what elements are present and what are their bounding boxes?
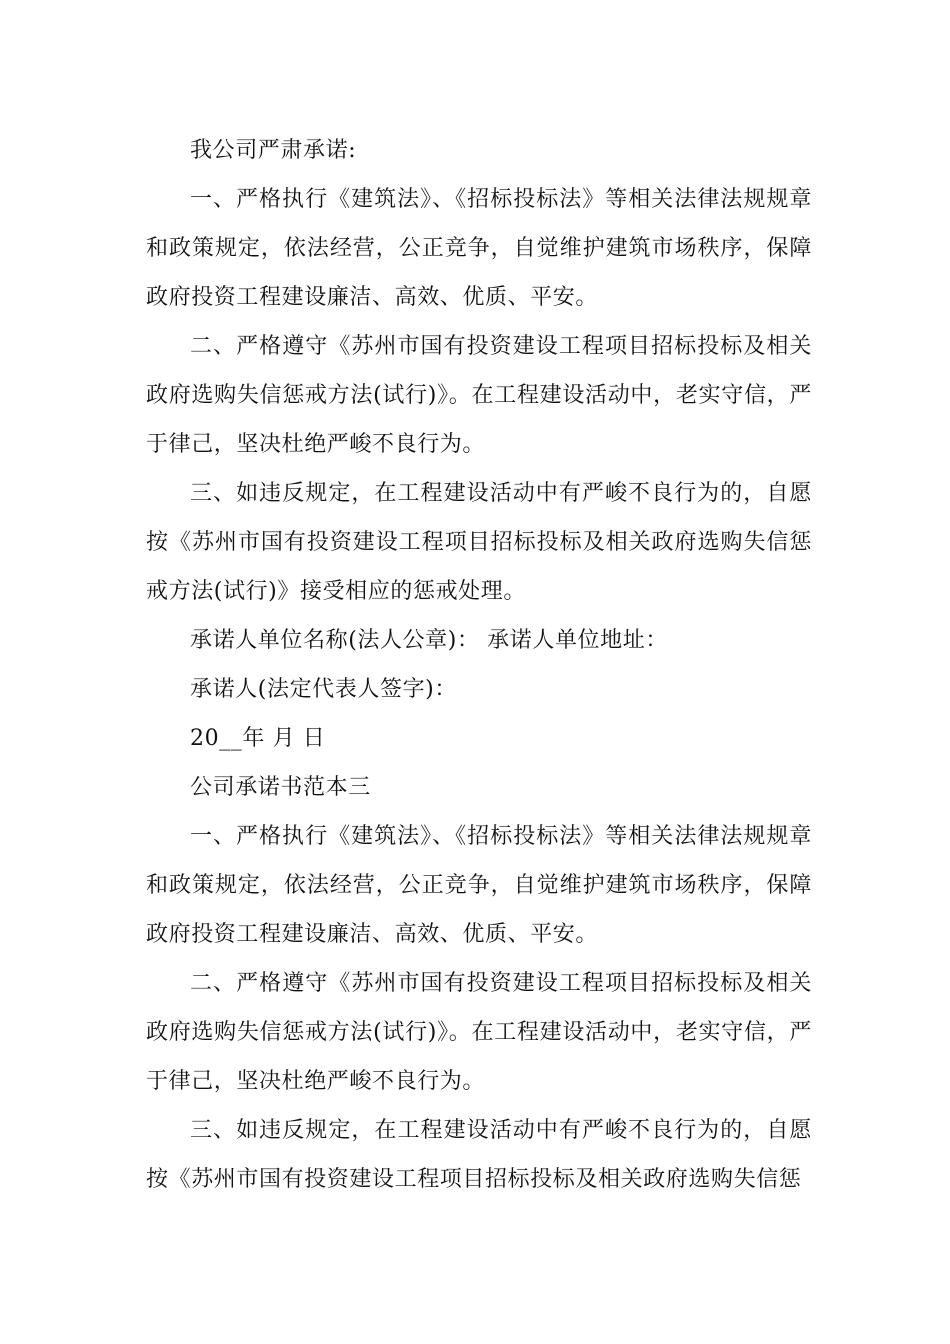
signatory-unit-line: 承诺人单位名称(法人公章)： 承诺人单位地址： [190,628,668,653]
document-body [146,126,812,1204]
date-line: 20__年 月 日 [190,726,326,751]
pledge-item-2: 二、严格遵守《苏州市国有投资建设工程项目招标投标及相关政府选购失信惩戒方法(试行)》。在工程建设活动中，老实守信，严于律己，坚决杜绝严峻不良行为。 [146,334,812,457]
pledge-intro: 我公司严肃承诺: [190,138,357,163]
signatory-representative-line: 承诺人(法定代表人签字)： [190,677,457,702]
pledge-item-1-repeat: 一、严格执行《建筑法》、《招标投标法》等相关法律法规规章和政策规定，依法经营，公正竞争，自觉维护建筑市场秩序，保障政府投资工程建设廉洁、高效、优质、平安。 [146,824,812,947]
pledge-item-2-repeat: 二、严格遵守《苏州市国有投资建设工程项目招标投标及相关政府选购失信惩戒方法(试行)》。在工程建设活动中，老实守信，严于律己，坚决杜绝严峻不良行为。 [146,971,812,1094]
section-heading: 公司承诺书范本三 [190,775,371,800]
pledge-item-3: 三、如违反规定，在工程建设活动中有严峻不良行为的，自愿按《苏州市国有投资建设工程项目招标投标及相关政府选购失信惩戒方法(试行)》接受相应的惩戒处理。 [146,481,812,604]
pledge-item-3-repeat: 三、如违反规定，在工程建设活动中有严峻不良行为的，自愿按《苏州市国有投资建设工程项目招标投标及相关政府选购失信惩 [146,1118,812,1192]
pledge-item-1: 一、严格执行《建筑法》、《招标投标法》等相关法律法规规章和政策规定，依法经营，公正竞争，自觉维护建筑市场秩序，保障政府投资工程建设廉洁、高效、优质、平安。 [146,187,812,310]
